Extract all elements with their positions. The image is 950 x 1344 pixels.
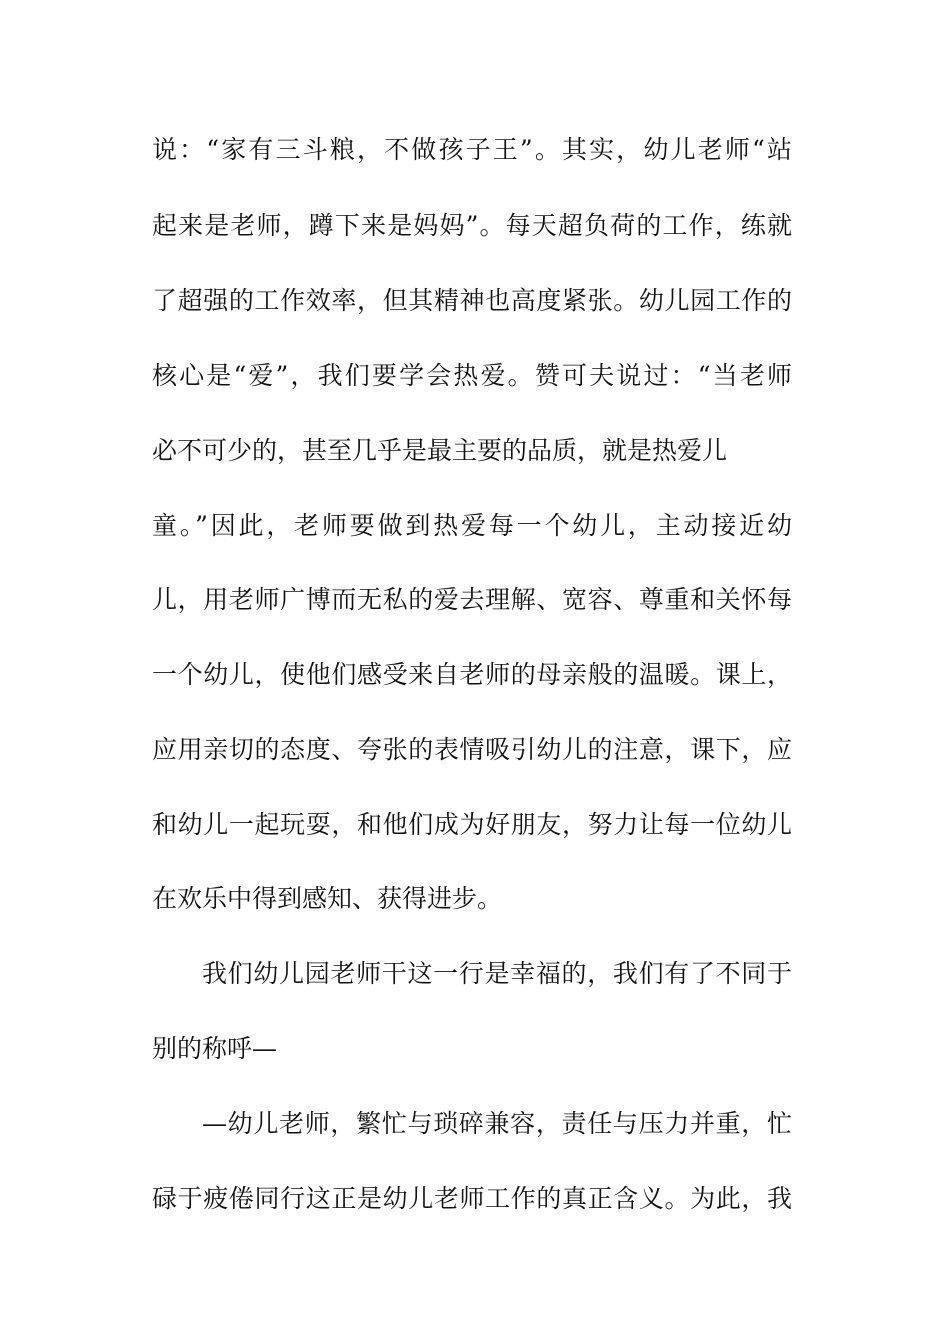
paragraph-start-line: —幼儿老师，繁忙与琐碎兼容，责任与压力并重，忙 [202, 1109, 792, 1138]
text-line: 碌于疲倦同行这正是幼儿老师工作的真正含义。为此，我 [152, 1184, 792, 1213]
text-line: 童。”因此，老师要做到热爱每一个幼儿，主动接近幼 [152, 511, 792, 540]
paragraph-start-line: 我们幼儿园老师干这一行是幸福的，我们有了不同于 [202, 959, 792, 988]
text-line: 儿，用老师广博而无私的爱去理解、宽容、尊重和关怀每 [152, 585, 792, 614]
text-line: 别的称呼— [152, 1034, 278, 1063]
text-line: 一个幼儿，使他们感受来自老师的母亲般的温暖。课上， [152, 660, 792, 689]
text-line: 说：“家有三斗粮，不做孩子王”。其实，幼儿老师“站 [152, 135, 792, 164]
text-line: 必不可少的，甚至几乎是最主要的品质，就是热爱儿 [152, 436, 728, 465]
text-line: 起来是老师，蹲下来是妈妈”。每天超负荷的工作，练就 [152, 211, 792, 240]
text-line: 核心是“爱”，我们要学会热爱。赞可夫说过：“当老师 [152, 361, 792, 390]
text-line: 在欢乐中得到感知、获得进步。 [152, 884, 503, 913]
text-line: 和幼儿一起玩耍，和他们成为好朋友，努力让每一位幼儿 [152, 810, 792, 839]
text-line: 了超强的工作效率，但其精神也高度紧张。幼儿园工作的 [152, 286, 792, 315]
text-line: 应用亲切的态度、夸张的表情吸引幼儿的注意，课下，应 [152, 735, 792, 764]
